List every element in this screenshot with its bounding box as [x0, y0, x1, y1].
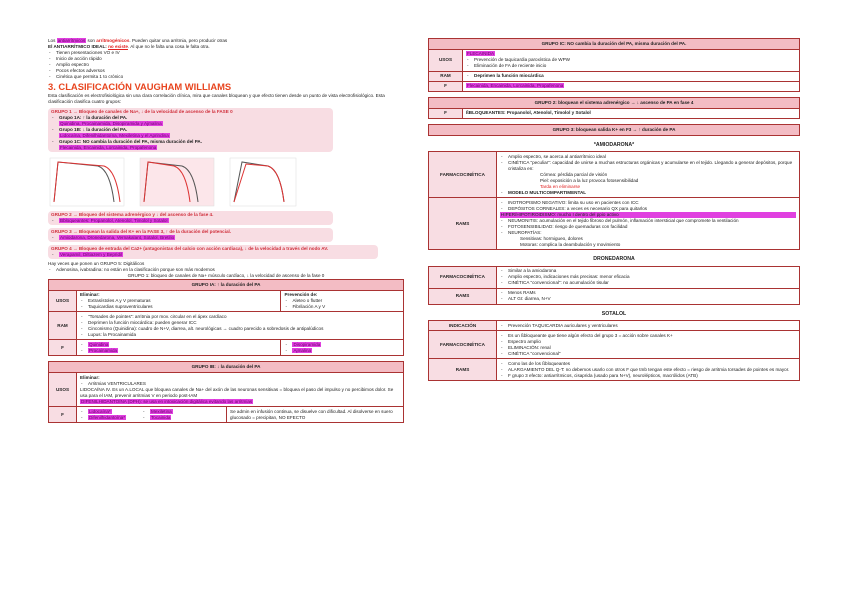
- list-item: - Inicio de acción rápido: [48, 56, 404, 62]
- grupo1-note: GRUPO 1: bloqueo de canales de Na+ músculo cardíaco, ↓ la velocidad de ascenso de la fase 0: [127, 272, 325, 278]
- grupo1-block: [48, 108, 333, 152]
- farm-cell: - Similar a la amiodarona - Amplio espectro, indicaciones más precisas: menor eficacia - CINÉTICA "convencional": no acumulación tisular: [497, 266, 800, 288]
- section-title: *AMIODARONA*: [429, 139, 800, 152]
- row-header: USOS: [429, 49, 463, 71]
- table-title: GRUPO 2: bloquean el sistema adrenérgico → ↓ ascenso de PA en fase 4: [429, 97, 800, 108]
- ap-curves-figure: [48, 156, 298, 208]
- usos-cell: FLECAINIDA - Prevención de taquicardia paroxística de WPW - Eliminación de FA de reciente inicio: [463, 49, 800, 71]
- usos-prevencion: Prevención de: - Aleteo o flutter - Fibrilación A y V: [281, 290, 404, 312]
- table-grupo-2: [428, 97, 800, 119]
- drugs-cell: - Lidocaína* - Difenilhidantoína* - Mexiletina - Tocainida: [77, 407, 227, 423]
- grupo1b: - Grupo 1B: ↓ la duración del PA. Lidocaína, Difenilhidantoína, Mexiletina y el Aprindina: [51, 127, 330, 139]
- row-header: FARMACOCINÉTICA: [429, 152, 497, 198]
- row-header: F: [49, 340, 77, 356]
- ind-cell: - Prevención TAQUICARDIA auriculares y ventriculares: [497, 321, 800, 331]
- row-header: RAM: [49, 312, 77, 340]
- list-item: - Amplio espectro: [48, 62, 404, 68]
- table-dronedarona: [428, 253, 800, 305]
- intro-line-1: Los antiarrítmicos son arritmogénicos. Pueden quitar una arritmia, pero producir otras: [48, 38, 228, 43]
- table-grupo-ia: [48, 279, 404, 357]
- right-column: [428, 38, 800, 568]
- row-header: INDICACIÓN: [429, 321, 497, 331]
- drugs-cell: - Quinidina - Procainamida: [77, 340, 281, 356]
- row-header: F: [429, 108, 463, 118]
- adenosina-note: - Adenosina, ivabradina: no están en la clasificación porque son más modernos: [48, 267, 404, 273]
- drugs-cell: Flecainida, Encainida, Lorcainida, Propafenona: [463, 81, 800, 91]
- table-title: GRUPO 3: bloquean salida K+ en F3 → ↑ duración de PA: [429, 124, 800, 135]
- grupo2-block: [48, 211, 333, 225]
- table-grupo-ic: [428, 38, 800, 92]
- section-heading: 3. CLASIFICACIÓN VAUGHAM WILLIAMS: [48, 80, 232, 92]
- left-column: [48, 38, 404, 568]
- row-header: RAMS: [429, 288, 497, 304]
- list-item: - Tienen presentaciones VO e IV: [48, 50, 404, 56]
- section-intro: Esta clasificación es electrofisiológica sin una clara correlación clínica, mira que canales bloquean y que efecto tienen desde un punto de vista electrofisiológico. Esta clasificación clasifica cuatro grupos:: [48, 93, 385, 105]
- action-potential-curves: [48, 156, 404, 208]
- ram-cell: - "Torsades de pointes": arritmia por mov. circular en el ápex cardíaco - Deprimen la función miocárdica: pueden generar ICC - Cinconismo (Quinidina): cuadro de N+V, diarrea, alt. neurológicas → cuadro parecido a sobredosis de antipalúdicos - Lupus: la Procainamida: [77, 312, 404, 340]
- grupo4-block: [48, 245, 378, 259]
- row-header: RAMS: [429, 198, 497, 250]
- row-header: RAM: [429, 71, 463, 81]
- rams-cell: - Menos RAMs - ALT GI: diarrea, N+V: [497, 288, 800, 304]
- table-amiodarona: [428, 139, 800, 250]
- grupo2-drugs: - Bbloqueantes: Propanolol, Atenolol, Timolol y Sotalol: [51, 218, 330, 224]
- intro-line-2: El ANTIARRÍTMICO IDEAL: no existe. Al que no le falta una cosa le falta otra.: [48, 43, 210, 49]
- row-header: FARMACOCINÉTICA: [429, 331, 497, 359]
- usos-eliminar: Eliminar: - Extrasístoles A y V prematuras - Taquicardias supraventriculares: [77, 290, 281, 312]
- row-header: USOS: [49, 290, 77, 312]
- table-grupo-3: [428, 124, 800, 136]
- curve-1a: [50, 158, 124, 206]
- curve-1b: [140, 158, 214, 206]
- grupo3-block: [48, 228, 333, 242]
- ram-cell: - Deprimen la función miocárdica: [463, 71, 800, 81]
- grupo2-title: GRUPO 2 → Bloqueo del sistema adrenérgico y ↓ del ascenso de la fase 4.: [51, 211, 214, 217]
- rams-cell: - Como las de los ßbloqueantes - ALARGAMIENTO DEL Q-T: no debemos usarlo con otros F que tmb tengan este efecto = riesgo de arritmia torsades de pointes es mayor. - F grupo 3 efecto: antiarrítmicos, cisaprida (usado para N+V), neurolépticos, macrólidos (ATB): [497, 359, 800, 381]
- drugs-cell: ßBLOQUEANTES: Propanolol, Atenolol, Timolol y Sotalol: [463, 108, 800, 118]
- row-header: USOS: [49, 373, 77, 407]
- curve-1c: [230, 158, 296, 206]
- table-title: GRUPO IA: ↑ la duración del PA: [49, 279, 404, 290]
- ideal-list: [48, 50, 404, 80]
- row-header: FARMACOCINÉTICA: [429, 266, 497, 288]
- list-item: - Pocos efectos adversos: [48, 68, 404, 74]
- table-grupo-ib: [48, 361, 404, 423]
- usos-cell: Eliminar: - Arritmias VENTRICULARES LIDOCAÍNA IV. Es un A.LOCAL que bloquea canales de Na+ del axón de las neuronas sensitivas = bloquea el paso del impulso y no percibimos dolor. Se usa para el IAM, prevenir arritmias V en periodo post-IAM DIFENILHIDANTOÍNA (DPH): se usa en intoxicación digitálica evitando las arritmias: [77, 373, 404, 407]
- grupo4-title: GRUPO 4 → Bloqueo de entrada del Ca2+ (antagonistas del calcio con acción cardiaca), ↓ de la velocidad a través del nodo AV.: [51, 245, 329, 251]
- grupo1-title: GRUPO 1 → Bloqueo de canales de Na+, ↓ de la velocidad de ascenso de la FASE 0: [51, 109, 233, 115]
- section-title: DRONEDARONA: [429, 253, 800, 266]
- row-header: RAMS: [429, 359, 497, 381]
- table-sotalol: [428, 308, 800, 382]
- rams-cell: - INOTROPISMO NEGATIVO: limita su uso en pacientes con ICC - DEPÓSITOS CORNEALES: a veces es necesario QX para quitarlos - HIPER/HIPOTIROIDISMO: mucho I dentro del ppio activo - NEUMONITIS: acumulación en el tejido fibroso del pulmón, inflamación intersticial que compromete la ventilación - FOTOSENSIBILIDAD: riesgo de quemaduras con facilidad - NEUROPATÍAS: Sensitivas: hormigueo, dolores Motoras: complica la deambulación y movimiento: [497, 198, 800, 250]
- grupo5-note: Hay veces que ponen un GRUPO 5: Digitálicos: [48, 260, 145, 266]
- row-header: F: [429, 81, 463, 91]
- grupo3-drugs: - Amiodarona, Dronedarona, Vernakalant, Sotalol, Bretilio: [51, 235, 330, 241]
- grupo3-title: GRUPO 3 → Bloquean la salida del K+ en la FASE 3, ↑ de la duración del potencial.: [51, 228, 232, 234]
- farm-cell: - Amplio espectro, se acerca al antiarrítmico ideal - CINÉTICA "peculiar": capacidad de unirse a muchas estructuras orgánicas y acumularse en el tejido. Llegando a generar depósitos, porque cristaliza en: Córnea: pérdida parcial de visión Piel: exposición a la luz provoca fotosensibilidad Tarda en eliminarse - MODELO MULTICOMPARTIMENTAL: [497, 152, 800, 198]
- grupo1c: - Grupo 1C: NO cambia la duración del PA, misma duración del PA. Flecainida, Encainida, Lorcainida, Propafenona: [51, 139, 330, 151]
- grupo1a: - Grupo 1A: ↑ la duración del PA. Quinidina, Procainamida, Disopiramida y Ajmalina: [51, 115, 330, 127]
- farm-cell: - Es un ßbloqueante que tiene algún efecto del grupo 3 = acción sobre canales K+ - Espectro amplio - ELIMINACIÓN: renal - CINÉTICA "convencional": [497, 331, 800, 359]
- lidocaine-note: Se admin en infusión continua, se disuelve con dificultad. Al disolverse en suero glucosado = precipitan, NO EFECTO: [227, 407, 404, 423]
- table-title: GRUPO IC: NO cambia la duración del PA, misma duración del PA.: [429, 39, 800, 50]
- table-title: GRUPO IB: ↓ la duración del PA: [49, 362, 404, 373]
- drugs-cell: - Disopiramida - Ajmalina: [281, 340, 404, 356]
- row-header: F: [49, 407, 77, 423]
- section-title: SOTALOL: [429, 308, 800, 321]
- list-item: - Cinética que permita 1 to crónico: [48, 74, 404, 80]
- grupo4-drugs: - Verapamil, Diltiazem y Bepridil: [51, 252, 375, 258]
